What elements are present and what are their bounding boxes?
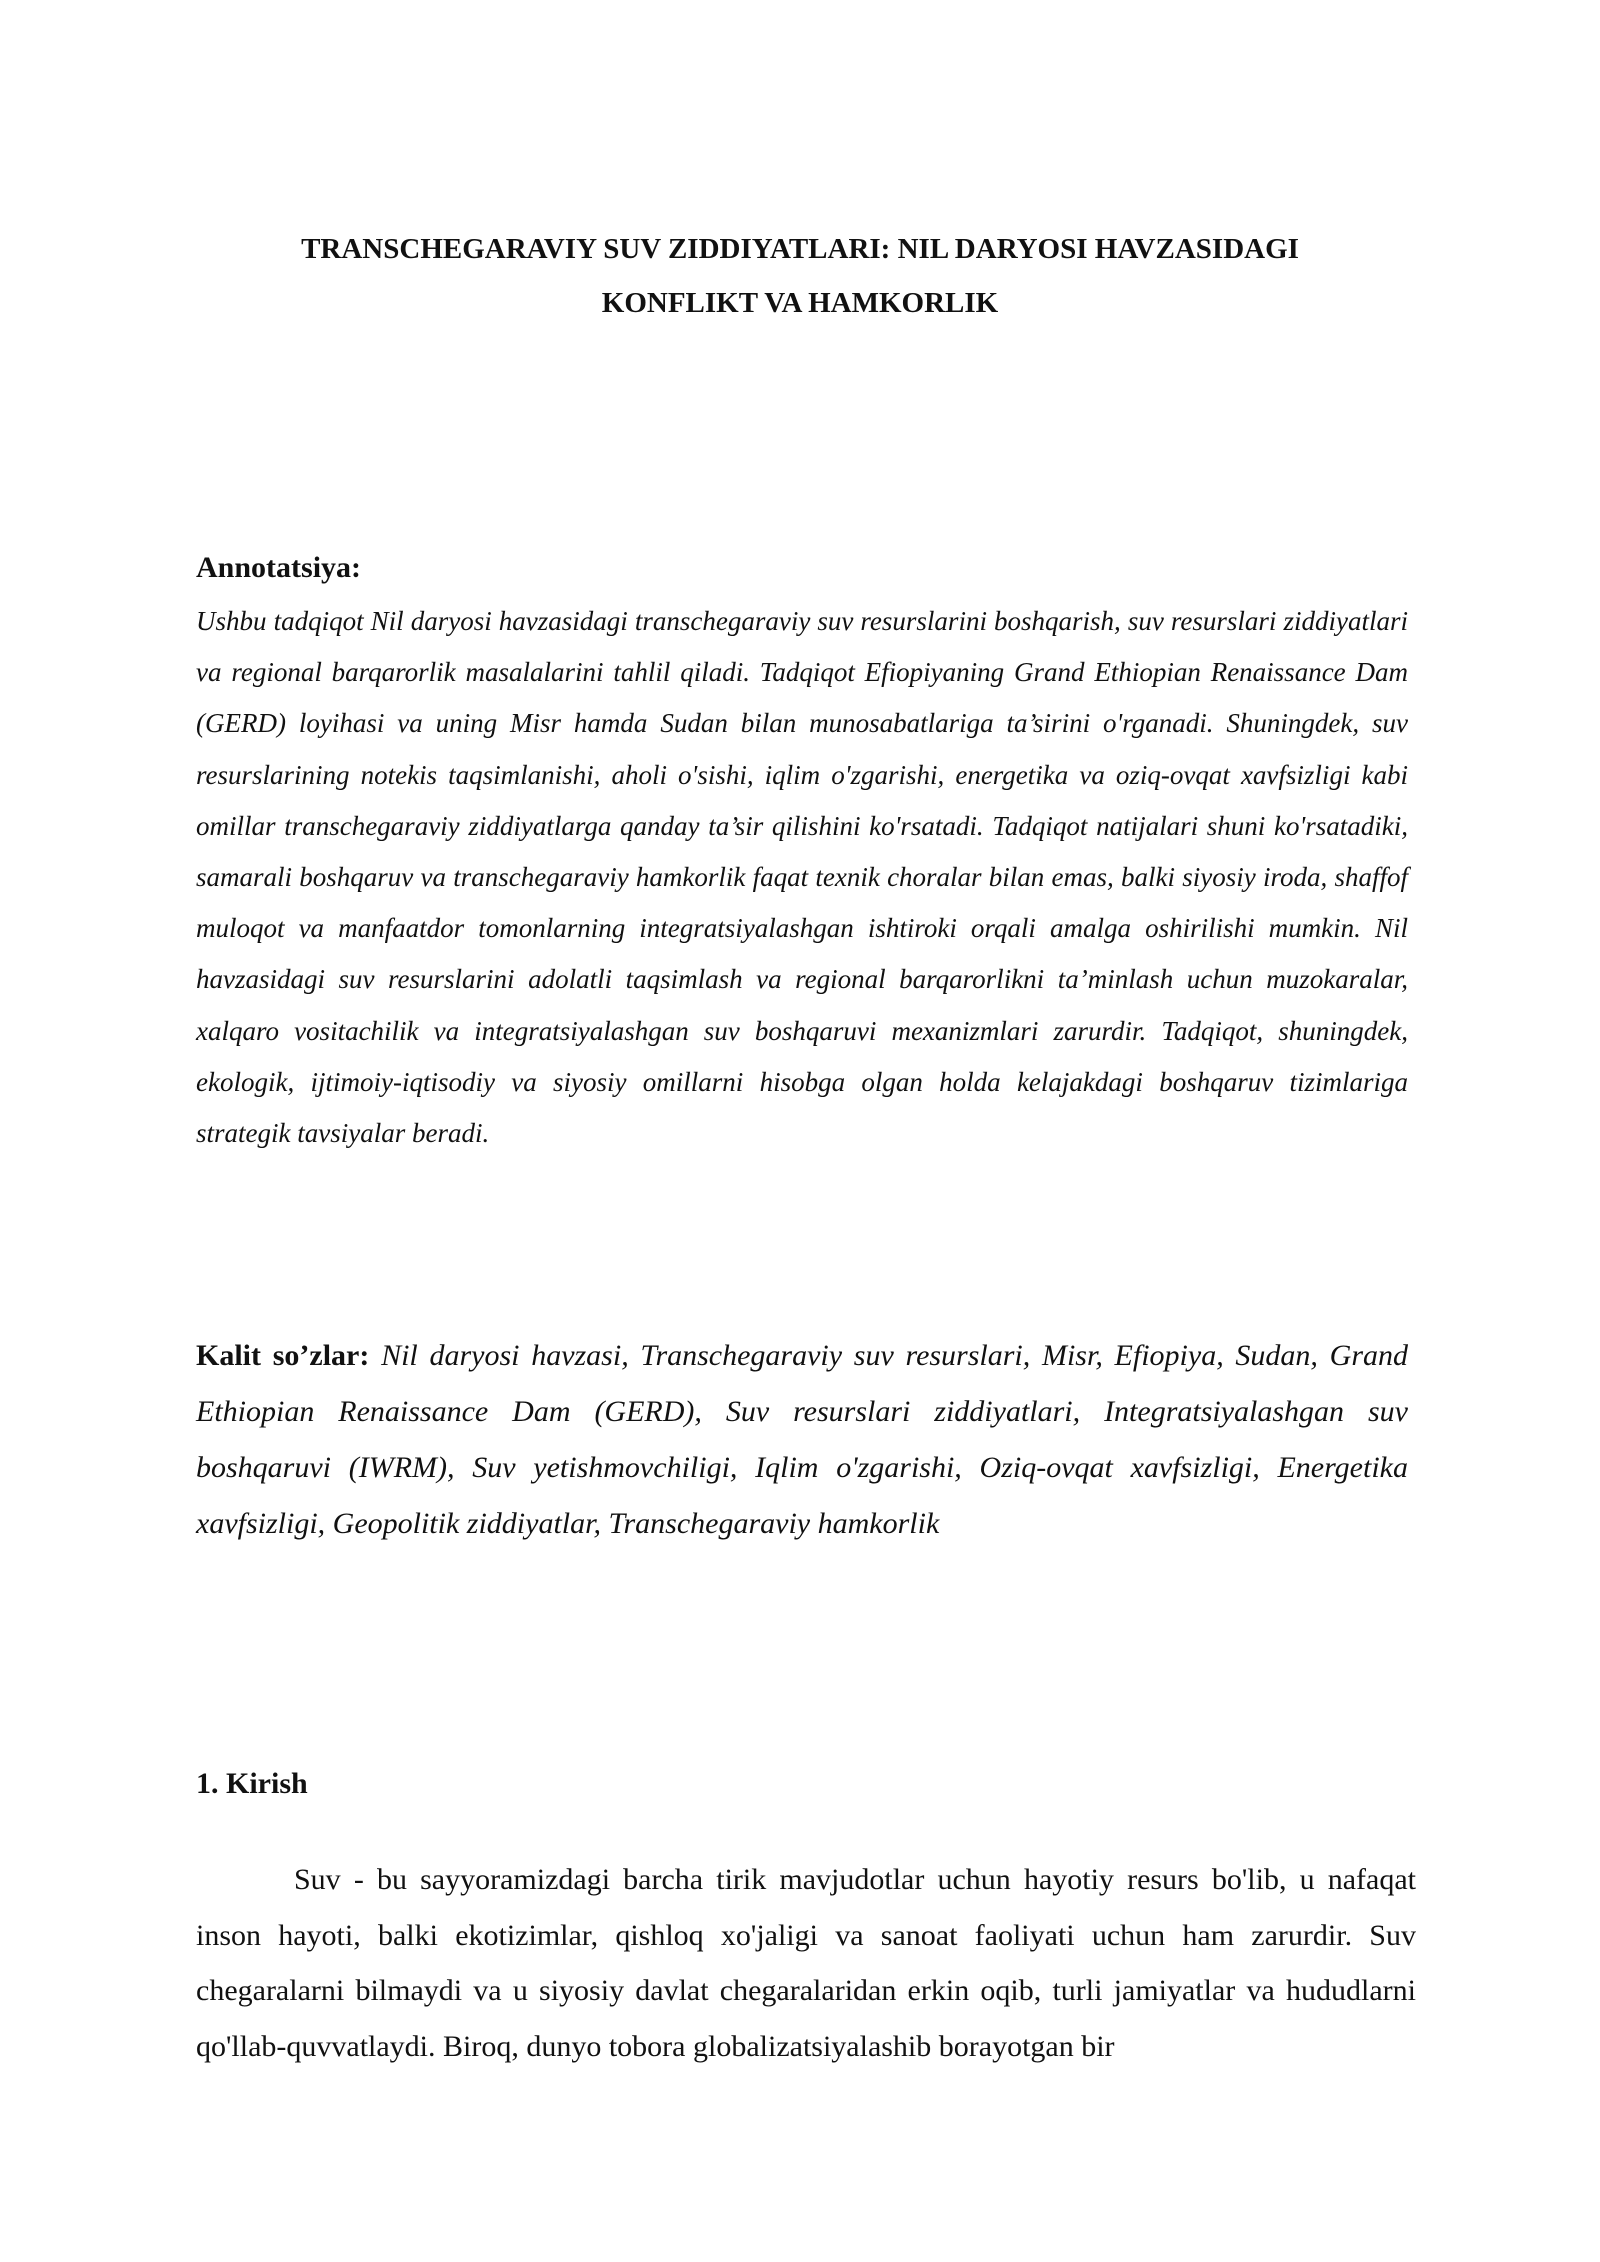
introduction-paragraph: Suv - bu sayyoramizdagi barcha tirik mavjudotlar uchun hayotiy resurs bo'lib, u nafaqat inson hayoti, balki ekotizimlar, qishloq xo'jaligi va sanoat faoliyati uchun ham zarurdir. Suv chegaralarni bilmaydi va u siyosiy davlat chegaralaridan erkin oqib, turli jamiyatlar va hududlarni qo'llab-quvvatlaydi. Biroq, dunyo tobora globalizatsiyalashib borayotgan bir: [196, 1863, 1416, 2063]
keywords-text: Nil daryosi havzasi, Transchegaraviy suv resurslari, Misr, Efiopiya, Sudan, Grand Ethiopian Renaissance Dam (GERD), Suv resurslari ziddiyatlari, Integratsiyalashgan suv boshqaruvi (IWRM), Suv yetishmovchiligi, Iqlim o'zgarishi, Oziq-ovqat xavfsizligi, Energetika xavfsizligi, Geopolitik ziddiyatlar, Transchegaraviy hamkorlik: [196, 1339, 1408, 1540]
section-heading-introduction: 1. Kirish: [196, 1767, 308, 1800]
paper-title: [196, 222, 1404, 330]
keywords-label: Kalit so’zlar:: [196, 1339, 370, 1372]
abstract-text: Ushbu tadqiqot Nil daryosi havzasidagi transchegaraviy suv resurslarini boshqarish, suv resurslari ziddiyatlari va regional barqarorlik masalalarini tahlil qiladi. Tadqiqot Efiopiyaning Grand Ethiopian Renaissance Dam (GERD) loyihasi va uning Misr hamda Sudan bilan munosabatlariga ta’sirini o'rganadi. Shuningdek, suv resurslarining notekis taqsimlanishi, aholi o'sishi, iqlim o'zgarishi, energetika va oziq-ovqat xavfsizligi kabi omillar transchegaraviy ziddiyatlarga qanday ta’sir qilishini ko'rsatadi. Tadqiqot natijalari shuni ko'rsatadiki, samarali boshqaruv va transchegaraviy hamkorlik faqat texnik choralar bilan emas, balki siyosiy iroda, shaffof muloqot va manfaatdor tomonlarning integratsiyalashgan ishtiroki orqali amalga oshirilishi mumkin. Nil havzasidagi suv resurslarini adolatli taqsimlash va regional barqarorlikni ta’minlash uchun muzokaralar, xalqaro vositachilik va integratsiyalashgan suv boshqaruvi mexanizmlari zarurdir. Tadqiqot, shuningdek, ekologik, ijtimoiy-iqtisodiy va siyosiy omillarni hisobga olgan holda kelajakdagi boshqaruv tizimlariga strategik tavsiyalar beradi.: [196, 606, 1408, 1149]
paper-title-line-1: TRANSCHEGARAVIY SUV ZIDDIYATLARI: NIL DARYOSI HAVZASIDAGI: [301, 233, 1299, 265]
paper-title-line-2: KONFLIKT VA HAMKORLIK: [601, 287, 999, 319]
keywords-block: [196, 1328, 1408, 1552]
abstract-heading: Annotatsiya:: [196, 551, 362, 584]
